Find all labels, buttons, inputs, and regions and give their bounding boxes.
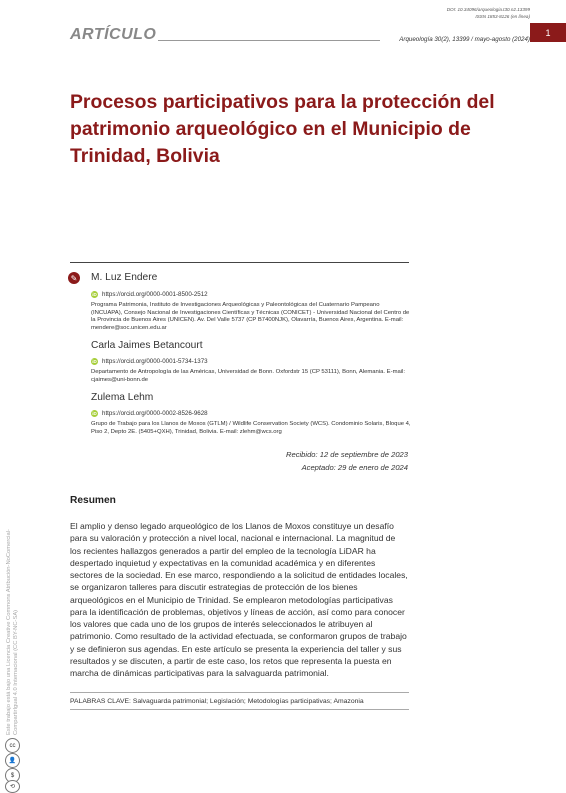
orcid-link[interactable] xyxy=(91,410,208,417)
cc-icon[interactable]: cc xyxy=(5,738,20,753)
accepted-date: Aceptado: 29 de enero de 2024 xyxy=(301,463,408,472)
author-marker-icon: ✎ xyxy=(68,272,80,284)
author-name: M. Luz Endere xyxy=(91,272,158,283)
orcid-icon: iD xyxy=(92,411,97,416)
journal-citation: Arqueología 30(2), 13399 / mayo-agosto (2024) xyxy=(399,36,530,43)
keywords-rule xyxy=(70,692,409,693)
orcid-url[interactable]: https://orcid.org/0000-0001-8500-2512 xyxy=(102,291,208,298)
nc-icon: $ xyxy=(5,768,20,783)
orcid-link[interactable] xyxy=(91,291,208,298)
author-affiliation: Programa Patrimonia, Instituto de Investigaciones Arqueológicas y Paleontológicas del Cuaternario Pampeano (INCUAPA), Consejo Nacional de Investigaciones Científicas y Técnicas (CONICET) - Universidad Nacional del Centro de la Provincia de Buenos Aires (UNICEN). Av. Del Valle 5737 (CP B7400NJK), Olavarría, Buenos Aires, Argentina. E-mail: mendere@soc.unicen.edu.ar xyxy=(91,302,410,331)
issn: ISSN 1853-8126 (en línea) xyxy=(475,14,530,20)
orcid-icon: iD xyxy=(92,292,97,297)
orcid-url[interactable]: https://orcid.org/0000-0002-8526-9628 xyxy=(102,410,208,417)
orcid-url[interactable]: https://orcid.org/0000-0001-5734-1373 xyxy=(102,358,208,365)
keywords: PALABRAS CLAVE: Salvaguarda patrimonial; Legislación; Metodologías participativas; Amazonia xyxy=(70,698,364,705)
abstract-text: El amplio y denso legado arqueológico de los Llanos de Moxos constituye un desafío para su valoración y protección a nivel local, nacional e internacional. La magnitud de los recientes hallazgos generados a partir del empleo de la tecnología LiDAR ha despertado inquietud y expectativas en la comunidad académica y en diferentes sectores de la sociedad. En ese marco, respondiendo a la solicitud de entidades locales, se organizaron talleres para discutir estrategias de protección de los bienes arqueológicos en el Municipio de Trinidad. Se emplearon metodologías participativas para la identificación de problemas, objetivos y líneas de acción, así como para conocer los valores que cada uno de los grupos de interés seleccionados le atribuyen al patrimonio. Como resultado de la actividad efectuada, se conformaron grupos de trabajo y se definieron sus agendas. En este artículo se presenta la experiencia del taller y sus resultados y se discuten, a partir de este caso, los retos que representa la puesta en marcha de dinámicas participativas para la salvaguarda patrimonial. xyxy=(70,521,408,678)
sa-icon: ⟲ xyxy=(5,780,20,793)
keywords-rule xyxy=(70,709,409,710)
orcid-icon: iD xyxy=(92,359,97,364)
orcid-link[interactable] xyxy=(91,358,208,365)
license-text: Este trabajo está bajo una Licencia Creative Commons Atribución-NoComercial-CompartirIgual 4.0 Internacional (CC BY-NC-SA) xyxy=(6,529,19,735)
page-number: 1 xyxy=(530,23,566,42)
abstract-heading: Resumen xyxy=(70,495,116,506)
received-date: Recibido: 12 de septiembre de 2023 xyxy=(285,450,408,459)
header-rule xyxy=(158,40,380,41)
author-name: Carla Jaimes Betancourt xyxy=(91,340,203,351)
authors-rule xyxy=(70,262,409,263)
section-label: ARTÍCULO xyxy=(70,26,157,43)
article-title: Procesos participativos para la protección del patrimonio arqueológico en el Municipio de Trinidad, Bolivia xyxy=(70,91,495,167)
by-icon: 👤 xyxy=(5,753,20,768)
author-name: Zulema Lehm xyxy=(91,392,154,403)
doi-block xyxy=(447,6,530,20)
author-affiliation: Grupo de Trabajo para los Llanos de Moxos (GTLM) / Wildlife Conservation Society (WCS). Condominio Solaris, Bloque 4, Piso 2, Depto 2E. (5405+QXH), Trinidad, Bolivia. E-mail: zlehm@wcs.org xyxy=(91,421,411,435)
author-affiliation: Departamento de Antropología de las Américas, Universidad de Bonn. Oxfordstr 15 (CP 53111), Bonn, Alemania. E-mail: cjaimes@uni-bonn.de xyxy=(91,369,406,383)
doi[interactable]: DOI: 10.34096/arqueologia.t30.n2.13399 xyxy=(446,7,530,12)
